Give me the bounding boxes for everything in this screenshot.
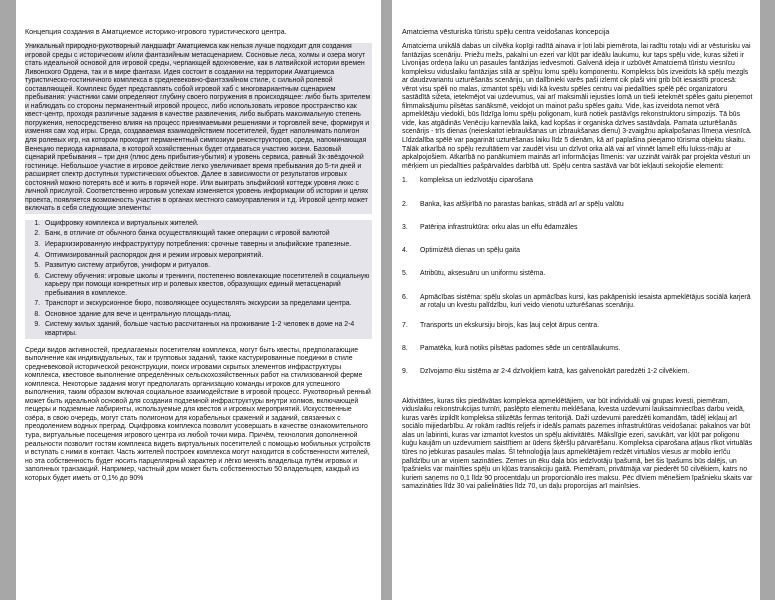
list-item: 7. Транспорт и экскурсионное бюро, позволяющее осуществлять экскурсии за пределами центра. — [42, 300, 372, 309]
list-number: 1. — [402, 177, 408, 185]
list-item — [402, 368, 753, 391]
list-item: 9. Систему жилых зданий, больше частью рассчитанных на проживание 1-2 человек в доме на 2-4 квартиры. — [42, 321, 372, 338]
list-item-text: Apmācības sistēma: spēļu skolas un apmācības kursi, kas pakāpeniski iesaista apmeklētājus sociālā karjerā ar rotaļu un kvestu palīdzību, kuri veido vienotu uzturēšanas scenāriju. — [420, 293, 751, 310]
list-item: 6. Систему обучения: игровые школы и тренинги, постепенно вовлекающие посетителей в социальную карьеру при помощи конкретных игр и ролевых квестов, образующих единый метасценарий пребывания в комплексе. — [42, 273, 372, 299]
left-page-element-list — [25, 220, 372, 339]
right-page-intro-paragraph: Amatciema unikālā dabas un cilvēka kopīgi radītā ainava ir ļoti labi piemērota, lai radītu rotaļu vidi ar vēsturisku vai fantāzijas scenāriju. Priežu mežs, pakalni un ezeri var kļūt par ideālu laukumu, kur taps spēļu vide, kuras sižeti ir Livonijas ordeņa laiku un pasaules fantāzijas iedvesmoti. Galvenā ideja ir uzbūvēt Amatciemā tūristu viesnīcu kompleksu viduslaiku fantāzijas stilā ar spēļņu lomu spēļu komponentu. Komplekss būs izveidots kā spēļu mezgls ar daudzvariantu uzturēšanās scenāriju, un dalībnieki varēs paši izlemt cik plaši vini grib būt iesaistīti procesā: vērot visu spēli no malas, izmantot spēļu vidi kā kvestu spēles centru vai piedalīties spēlē pēc organizatoru sastādītā sižeta, ietekmējot vai uzdevumus, vai arī maksimāli iejusties lomā un tieši ietekmēt spēles gaitu pieņemot filmmaksājumu pilsētas sanāksmē, veidojot un mainot pašu spēles gaitu. Vide, kas izveidota nemot vērā apmeklētāju viedokli, būs līdzīga lomu spēļu poligonam, kurā notiek pastāvīgs rekonstruktoru simpozijs. Tā būs vide, kas atgādinās Venēciju karnevāla laikā, kad kopšas ir organiska dzīves sastāvdaļa. Pamata uzturēšanās scenārijs - trīs dienas (neieskaitot iebraukšanas un izbraukšanas dienu) 3-zvaigžņu apkalpošanas līmeņa viesnīcā. Līdzdalība spēlē var pagarināt uzturēšanas laiku līdz 5 dienām, kā arī paplašina pieejamo tūrisma objektu skaitu. Tālāk atkarībā no spēļu rezultātiem var zaudēt visu un dzīvot orka alā vai arī vinnēt lamelī elfu lukss-māju ar apkalpojošiem. Atkarībā no panākumiem mainās arī informācijas līmenis: var uzzināt vairāk par projekta vēsturi un mērķiem un piedalīties pašpārvaldes darbībā utt. Spēļu centra sastāvā var būt iekļauti sekojošie elementi: — [402, 43, 753, 170]
list-item — [402, 345, 753, 368]
list-item — [402, 247, 753, 270]
list-item-text: Dzīvojamo ēku sistēma ar 2-4 dzīvokļiem katrā, kas galvenokārt paredzēti 1-2 cilvēkiem. — [420, 368, 690, 376]
left-page-title: Концепция создания в Аматциемсе историко-игрового туристического центра. — [25, 27, 287, 36]
right-page-latvian — [392, 0, 760, 600]
list-number: 2. — [402, 200, 408, 208]
right-page-title: Amatciema vēsturiska tūristu spēļu centra veidošanas koncepcija — [402, 27, 610, 36]
list-item: 2. Банк, в отличие от обычного банка осуществляющий также операции с игровой валютой — [42, 230, 372, 239]
list-item-text: Atribūtu, aksesuāru un uniformu sistēma. — [420, 270, 546, 278]
list-number: 7. — [402, 321, 408, 329]
list-number: 8. — [402, 345, 408, 353]
right-page-closing-paragraph: Aktivitātes, kuras tiks piedāvātas kompleksa apmeklētājiem, var būt individuāli vai grupas kvesti, piemēram, viduslaiku rekonstrukcijas turnīri, paslēpto elementu meklēšana, kvesta uzdevumi lauksaimniecības darbu veidā, kuras varēs izpildīt kompleksa stilizētās fermas teritorijā. Daži uzdevumi paredzēti komandām, tādēļ iekļauj arī sociālo mijiedarbību. Ar rokām radītis reljefs ir ideāls pamats pazemes infrastruktūras veidošanai: pakalnos var būt alas un labirinti, kuras var izmantot kvestos un spēļu aktivitātēs. Mākslīgie ezeri, savukārt, var kļūt par poligonu kuģu kaujām un uzdevumiem saistītiem ar ūdens šķēršļu pārvarēšanu. Kompleksa ciparošana atļaus rīkot virtuālās tūres no jebkuras pasaules malas. Šī tehnoloģija ļaus apmeklētājiem redzēt virtuālos viesus ar mobilo ierīču palīdzību un ar viņiem sazināties. Zemes un ēku daļa būs iedzīvotāju īpašumā, bet šis īpašums būs dalējs, un īpašnieks var mainīties spēļu un kļūas transakciju gaitā. Piemēram, privātmāja var piederēt 50 cilvēkiem, katrs no kuriem saņems no 0,1 līdz 90 procentdaļu un proporcionālo ires maksu. Pēc dīviem mēnešiem īpašnieku skaits var samazināties līdz 30 vai palielināties līdz 70, un daļu proporcijas arī mainīsies. — [402, 397, 753, 491]
list-item: 8. Основное здание для вече и центральную площадь-плац. — [42, 311, 372, 320]
list-item-text: Banka, kas atšķirībā no parastas bankas, strādā arī ar spēļu valūtu — [420, 200, 624, 208]
list-number: 9. — [402, 368, 408, 376]
list-item — [402, 224, 753, 247]
list-item — [402, 177, 753, 200]
list-item: 4. Оптимизированный распорядок дня и режим игровых мероприятий. — [42, 252, 372, 261]
left-page-intro-paragraph: Уникальный природно-рукотворный ландшафт Аматциемса как нельзя лучше подходит для создания игровой среды с историческим и/или фантазийным метасценарием. Сосновые леса, холмы и озера могут стать идеальной основой для игровой среды, черпающей вдохновение, как в латвийской истории времен Ливонского Ордена, так и в мире фантази. Идея состоит в создании на территории Аматциемса туристическо-гостиничного комплекса в средневековно-фантэзийном стиле, с сильной ролевой составляющей. Комплекс будет представлять собой игровой хаб с многовариантным сценарием пребывания: участники сами определяют глубину своего погружения в происходящее: либо быть зрителем и наблюдать со стороны перманентный игровой процесс, либо использовать игровое пространство как квест-центр, проходя различные задания в качестве развлечения, либо выбрать максимальную степень погружения, непосредственно влияя на процесс принимаемыми решениями и торговлей вече, формируя и изменяя сам ход игры. Среда, создаваемая взаимодействием посетителей, будет наполнимать полигон для ролевых игр, на котором проходит перманентный симпозиум реконструкторов, среда, напоминающая Венецию периода карнавала, в которой хозяйственных будет отдаваться участию жизни. Базовый сценарий пребывания – три дня (плюс день прибытия-убытия) и уровень сервиса, равный 3х-звёздочной гостинице. Небольшое участие в игровое действие легко увеличивает время пребывания до 5-ти дней и расширяет спектр доступных туристических объектов. Далее в зависимости от результатов игровых состояний можно потерять всё и жить в горячей норе. Или выиграть эльфийский коттедж уровня люкс с личной прислугой. Соответственно игровым успехам изменяется уровень информации об истории и целях проекта, появляется возможность участия в органах местного самоуправления и т.д. Игровой центр может включать в себя следующие элементы: — [25, 43, 371, 213]
list-number: 6. — [402, 293, 408, 301]
list-item — [402, 201, 753, 224]
list-item-text: Transports un ekskursiju birojs, kas ļauj ceļot ārpus centra. — [420, 321, 599, 329]
list-item — [402, 322, 753, 345]
list-number: 4. — [402, 247, 408, 255]
list-item-text: kompleksa un iedzīvotāju ciparošana — [420, 177, 533, 185]
right-page-element-list — [402, 177, 753, 391]
list-item-text: Patēriņa infrastruktūra: orku alas un elfu ēdamzāles — [420, 223, 578, 231]
list-item: 5. Развитую систему атрибутов, униформ и ритуалов. — [42, 262, 372, 271]
list-item: 3. Иерархизированную инфраструктуру потребления: срочные таверны и эльфийские трапезные. — [42, 241, 372, 250]
list-item — [402, 270, 753, 293]
list-item-text: Pamatēka, kurā notiks pilsētas padomes sēde un centrāllaukums. — [420, 345, 621, 353]
left-page-closing-paragraph: Среди видов активностей, предлагаемых посетителям комплекса, могут быть квесты, предполагающие выполнение как индивидуальных, так и групповых заданий, также кастурированные поединки в стиле средневековой исторической реконструкции, поиск игровами скрытых элементов инфраструктуры комплекса, квестовое выполнение определённых сельскохозяйственных работ на стилизованной ферме комплекса. Некоторые задания могут предполагать организацию команды игроков для успешного выполнения, таким образом включая социальное взаимодействие в игровой процесс. Рукотворный ренный может быть идеальной основой для создания подземной инфраструктуры внутри холмов, включающей пещеры и подземные лабиринты, используемые для квестов и игровых мероприятий. Искусственные озёра, в свою очередь, могут стать полигоном для корабельных сражений и заданий, связанных с преодолением водных преград. Оцифровка комплекса позволит усовершать в качестве ознакомительного тура, виртуальные посещения игрового центра из любой точки мира. Причём, технология дополненной реальности позволит гостям комплекса видеть виртуальных посетителей с помощью мобильных устройств и вступать с ними в контакт. Часть жителей построек комплекса могут находится в собственности жителей, но эта собственность будет носить парцеллярный характер и лёгко менять владельца путём игровых и заполнных транзакций. Например, частный дом может быть собственностью 50 владельцев, каждый из которых будет иметь от 0,1% до 90% — [25, 346, 371, 482]
list-number: 3. — [402, 223, 408, 231]
list-number: 5. — [402, 270, 408, 278]
list-item: 1. Ощифровку комплекса и виртуальных жителей. — [42, 220, 372, 229]
list-item — [402, 294, 753, 311]
list-item-text: Optimizētā dienas un spēļu gaita — [420, 247, 520, 255]
left-page-russian — [16, 0, 381, 600]
